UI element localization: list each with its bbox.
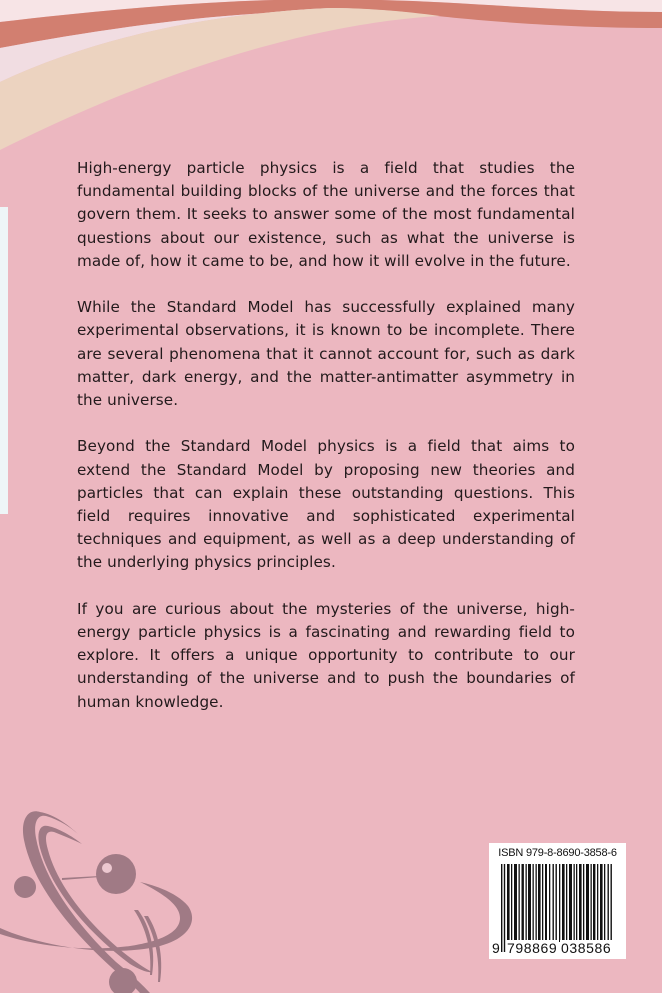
barcode-digit-prefix: 9 — [492, 940, 500, 956]
isbn-barcode — [489, 843, 626, 959]
back-cover-blurb — [77, 157, 575, 737]
atom-icon — [0, 770, 200, 993]
top-wave-decoration — [0, 0, 662, 160]
blurb-paragraph-4: If you are curious about the mysteries of the universe, high-energy particle physics is a fascinating and rewarding field to explore. It offers a unique opportunity to contribute to our understanding of the universe and to push the boundaries of human knowledge. — [77, 599, 575, 711]
barcode-bars — [497, 864, 619, 952]
blurb-paragraph-1: High-energy particle physics is a field that studies the fundamental building blocks of the universe and the forces that govern them. It seeks to answer some of the most fundamental questions about our existence, such as what the universe is made of, how it came to be, and how it will evolve in the future. — [77, 159, 575, 270]
barcode-digits-right: 038586 — [561, 940, 612, 956]
barcode-digits-left: 798869 — [507, 940, 558, 956]
left-edge-bar — [0, 207, 8, 514]
blurb-paragraph-2: While the Standard Model has successfully explained many experimental observations, it is known to be incomplete. There are several phenomena that it cannot account for, such as dark matter, dark energy, and the matter-antimatter asymmetry in the universe. — [77, 298, 575, 410]
isbn-label: ISBN 979-8-8690-3858-6 — [498, 847, 617, 859]
blurb-paragraph-3: Beyond the Standard Model physics is a field that aims to extend the Standard Model by proposing new theories and particles that can explain these outstanding questions. This field requires innovative and sophisticated experimental techniques and equipment, as well as a deep understanding of the underlying physics principles. — [77, 437, 575, 572]
